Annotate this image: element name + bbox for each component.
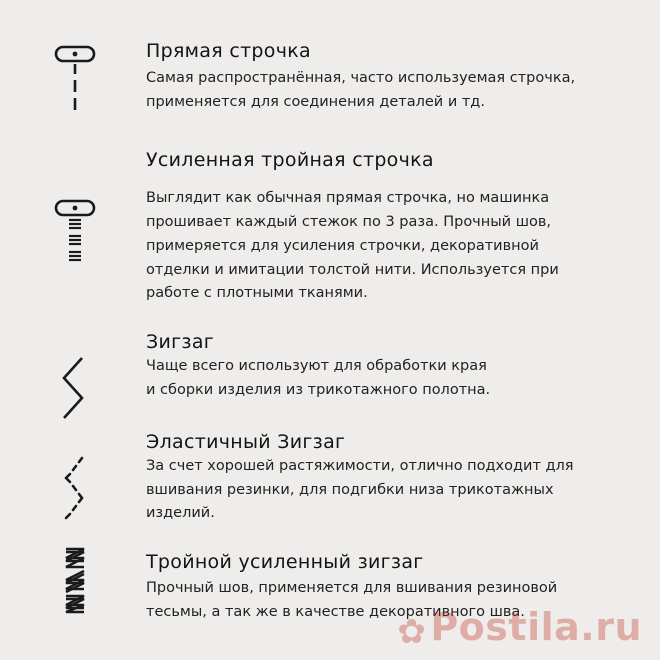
stitch-desc-line: Самая распространённая, часто используемая строчка, bbox=[146, 70, 576, 86]
elastic-zigzag-stitch-icon bbox=[52, 456, 104, 520]
stitch-desc-line: примеряется для усиления строчки, декоративной bbox=[146, 238, 539, 254]
triple-straight-stitch-icon bbox=[52, 198, 104, 268]
watermark-text: Postila.ru bbox=[430, 605, 642, 649]
stitch-title: Эластичный Зигзаг bbox=[146, 431, 346, 453]
flower-logo-icon: ✿ bbox=[397, 612, 427, 652]
stitch-desc-line: прошивает каждый стежок по 3 раза. Прочный шов, bbox=[146, 214, 552, 230]
stitch-desc-line: работе с плотными тканями. bbox=[146, 285, 368, 301]
stitch-desc-line: Выглядит как обычная прямая строчка, но машинка bbox=[146, 190, 550, 206]
stitch-title: Зигзаг bbox=[146, 331, 215, 353]
stitch-desc-line: тесьмы, а так же в качестве декоративного шва. bbox=[146, 604, 525, 620]
stitch-desc-line: отделки и имитации толстой нити. Используется при bbox=[146, 262, 559, 278]
straight-stitch-icon bbox=[52, 44, 104, 114]
stitch-desc-line: Чаще всего используют для обработки края bbox=[146, 358, 487, 374]
stitch-title: Тройной усиленный зигзаг bbox=[146, 551, 424, 573]
stitch-title: Прямая строчка bbox=[146, 40, 311, 62]
stitch-desc-line: применяется для соединения деталей и тд. bbox=[146, 94, 485, 110]
watermark bbox=[397, 605, 642, 652]
stitch-desc-line: и сборки изделия из трикотажного полотна. bbox=[146, 382, 491, 398]
stitch-desc-line: вшивания резинки, для подгибки низа трикотажных bbox=[146, 482, 554, 498]
stitch-desc-line: изделий. bbox=[146, 505, 215, 521]
stitch-title: Усиленная тройная строчка bbox=[146, 149, 434, 171]
stitch-desc-line: За счет хорошей растяжимости, отлично подходит для bbox=[146, 458, 574, 474]
triple-zigzag-stitch-icon bbox=[52, 546, 104, 614]
stitch-desc-line: Прочный шов, применяется для вшивания резиновой bbox=[146, 580, 558, 596]
zigzag-stitch-icon bbox=[52, 356, 104, 420]
